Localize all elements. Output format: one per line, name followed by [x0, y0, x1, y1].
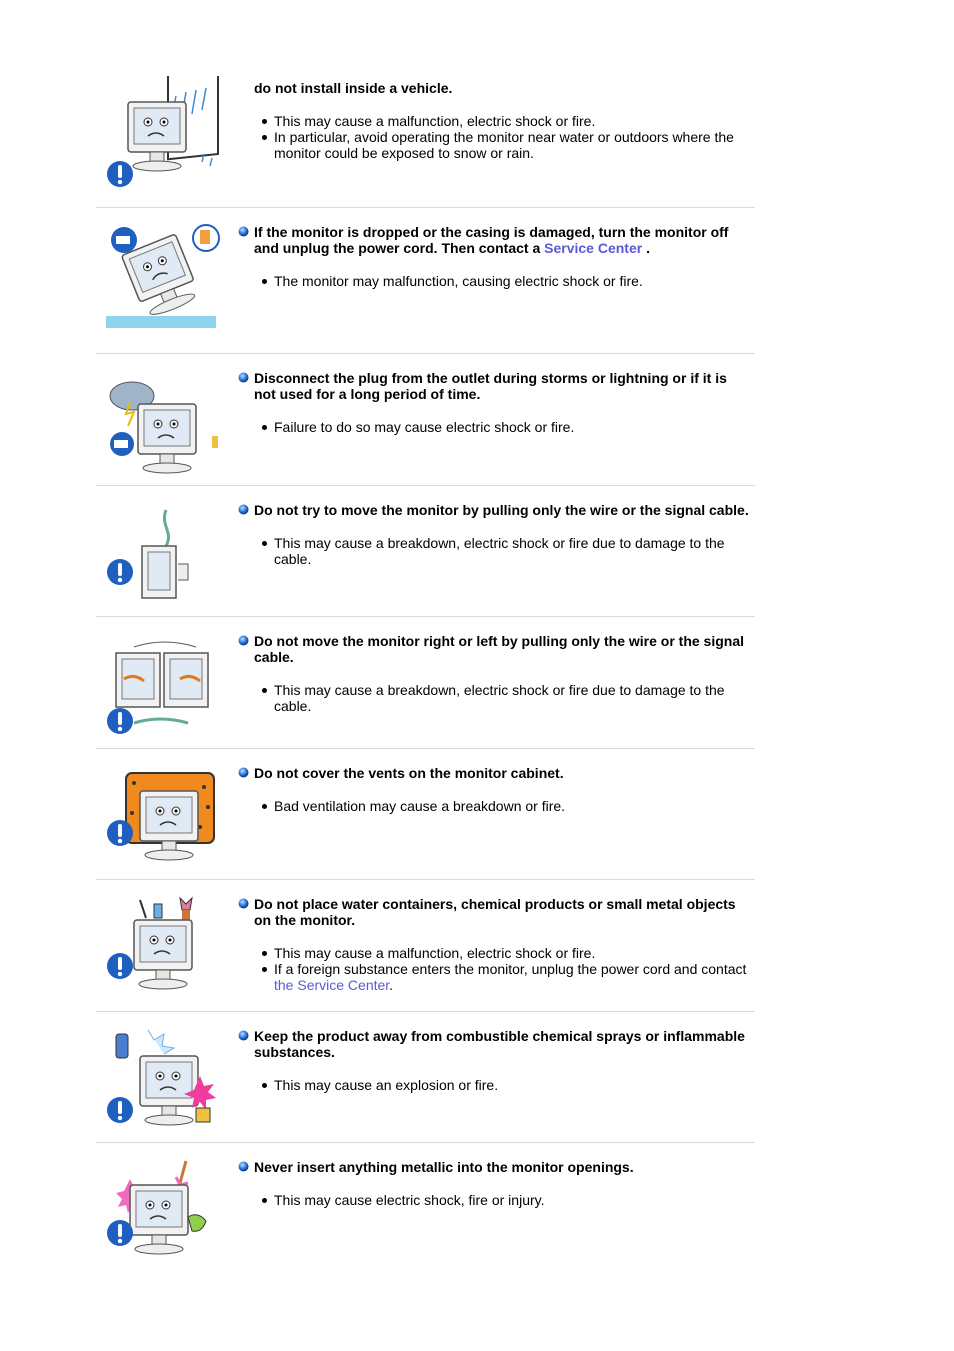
- bullet-icon: [238, 1030, 249, 1041]
- list-item: This may cause an explosion or fire.: [274, 1077, 752, 1093]
- vehicle-monitor-illustration: [104, 76, 220, 192]
- section-bullet-list: [238, 535, 752, 567]
- section-divider: [96, 1011, 755, 1012]
- flammable-substances-illustration: [104, 1026, 220, 1142]
- list-item: In particular, avoid operating the monitor near water or outdoors where the monitor could be exposed to snow or rain.: [274, 129, 752, 161]
- section-bullet-list: [238, 1192, 752, 1208]
- list-item: This may cause a breakdown, electric shock or fire due to damage to the cable.: [274, 535, 752, 567]
- list-item: This may cause a breakdown, electric shock or fire due to damage to the cable.: [274, 682, 752, 714]
- section-bullet-list: [238, 113, 752, 161]
- section-divider: [96, 1142, 755, 1143]
- service-center-link[interactable]: the Service Center: [274, 977, 390, 993]
- bullet-icon: [238, 504, 249, 515]
- section-heading: Keep the product away from combustible chemical sprays or inflammable substances.: [238, 1028, 752, 1060]
- list-item: This may cause a malfunction, electric shock or fire.: [274, 113, 752, 129]
- section-bullet-list: [238, 798, 752, 814]
- swivel-monitor-illustration: [104, 633, 220, 749]
- section-heading: If the monitor is dropped or the casing is damaged, turn the monitor off and unplug the power cord. Then contact a Service Center .: [238, 224, 752, 256]
- section-divider: [96, 879, 755, 880]
- list-item: This may cause a malfunction, electric shock or fire.: [274, 945, 752, 961]
- section-heading: Disconnect the plug from the outlet during storms or lightning or if it is not used for a long period of time.: [238, 370, 752, 402]
- dropped-monitor-illustration: [104, 218, 220, 334]
- list-item: The monitor may malfunction, causing electric shock or fire.: [274, 273, 752, 289]
- section-divider: [96, 748, 755, 749]
- bullet-icon: [238, 635, 249, 646]
- bullet-icon: [238, 226, 249, 237]
- section-heading: do not install inside a vehicle.: [254, 80, 453, 96]
- pull-wire-illustration: [104, 506, 220, 622]
- section-bullet-list: [238, 273, 752, 289]
- objects-on-monitor-illustration: [104, 894, 220, 1010]
- list-item: If a foreign substance enters the monitor, unplug the power cord and contact the Service Center.: [274, 961, 752, 993]
- section-bullet-list: [238, 1077, 752, 1093]
- section-bullet-list: [238, 419, 752, 435]
- section-heading: Do not move the monitor right or left by pulling only the wire or the signal cable.: [238, 633, 752, 665]
- section-divider: [96, 207, 755, 208]
- section-bullet-list: [238, 682, 752, 714]
- storm-unplug-illustration: [104, 374, 220, 490]
- bullet-icon: [238, 767, 249, 778]
- section-divider: [96, 485, 755, 486]
- service-center-link[interactable]: Service Center: [544, 240, 643, 256]
- metallic-objects-illustration: [104, 1157, 220, 1273]
- list-item: Bad ventilation may cause a breakdown or fire.: [274, 798, 752, 814]
- section-heading: Never insert anything metallic into the monitor openings.: [238, 1159, 752, 1175]
- section-heading: Do not place water containers, chemical products or small metal objects on the monitor.: [238, 896, 752, 928]
- bullet-icon: [238, 898, 249, 909]
- covered-vents-illustration: [104, 767, 220, 883]
- section-heading: Do not cover the vents on the monitor cabinet.: [238, 765, 752, 781]
- list-item: This may cause electric shock, fire or injury.: [274, 1192, 752, 1208]
- section-divider: [96, 616, 755, 617]
- section-divider: [96, 353, 755, 354]
- list-item: Failure to do so may cause electric shock or fire.: [274, 419, 752, 435]
- section-bullet-list: [238, 945, 752, 993]
- bullet-icon: [238, 372, 249, 383]
- bullet-icon: [238, 1161, 249, 1172]
- section-heading: Do not try to move the monitor by pulling only the wire or the signal cable.: [238, 502, 752, 518]
